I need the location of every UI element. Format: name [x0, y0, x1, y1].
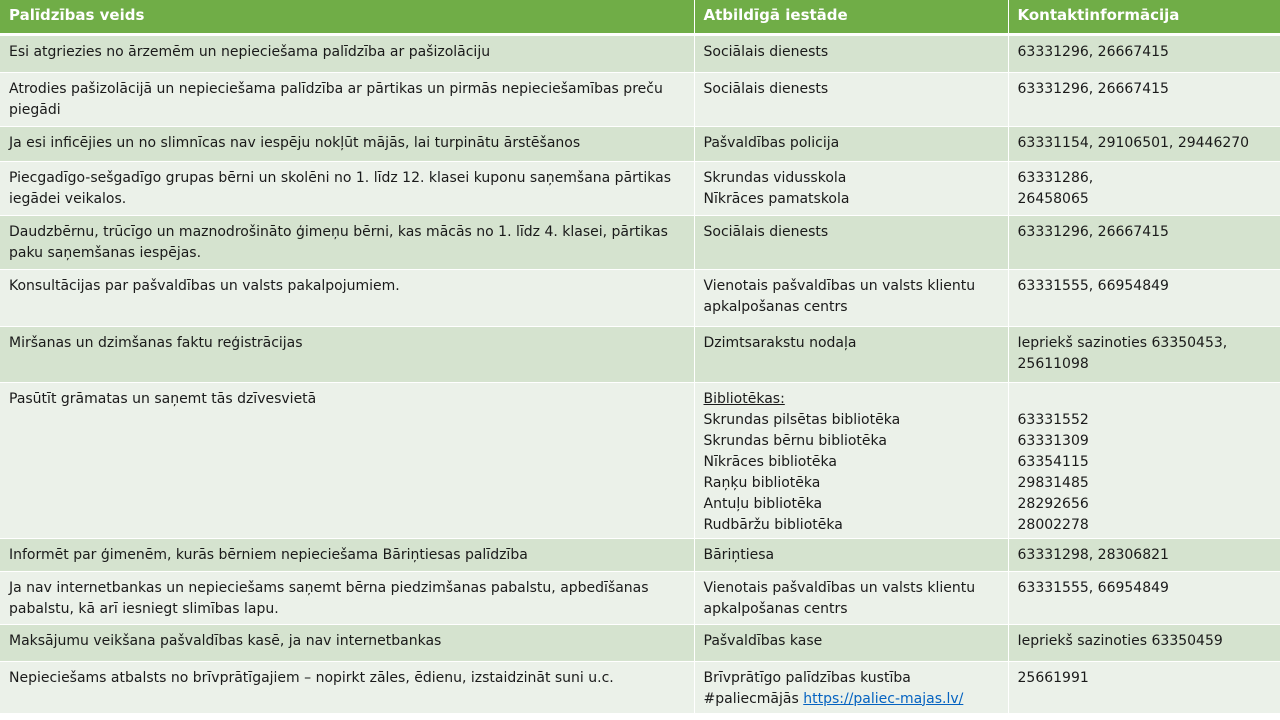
- help-type-cell: Pasūtīt grāmatas un saņemt tās dzīvesvietā: [0, 382, 694, 538]
- org-cell: Vienotais pašvaldības un valsts klientu apkalpošanas centrs: [694, 571, 1008, 624]
- table-row: [0, 624, 1280, 661]
- help-type-cell: Ja nav internetbankas un nepieciešams saņemt bērna piedzimšanas pabalstu, apbedīšanas pabalstu, kā arī iesniegt slimības lapu.: [0, 571, 694, 624]
- help-type-cell: Ja esi inficējies un no slimnīcas nav iespēju nokļūt mājās, lai turpinātu ārstēšanos: [0, 126, 694, 161]
- help-type-cell: Atrodies pašizolācijā un nepieciešama palīdzība ar pārtikas un pirmās nepieciešamības preču piegādi: [0, 72, 694, 126]
- org-cell: Pašvaldības kase: [694, 624, 1008, 661]
- contact-cell: 63331154, 29106501, 29446270: [1008, 126, 1280, 161]
- contact-cell: 63331552 63331309 63354115 29831485 28292656 28002278: [1008, 382, 1280, 538]
- contact-cell: 63331555, 66954849: [1008, 269, 1280, 326]
- help-type-cell: Esi atgriezies no ārzemēm un nepieciešama palīdzība ar pašizolāciju: [0, 34, 694, 72]
- table-row: [0, 326, 1280, 382]
- table-row: [0, 126, 1280, 161]
- org-cell: Bibliotēkas: Skrundas pilsētas bibliotēka Skrundas bērnu bibliotēka Nīkrāces bibliotēka Raņķu bibliotēka Antuļu bibliotēka Rudbāržu bibliotēka: [694, 382, 1008, 538]
- table-row: [0, 215, 1280, 269]
- help-type-cell: Informēt par ģimenēm, kurās bērniem nepieciešama Bāriņtiesas palīdzība: [0, 538, 694, 571]
- table-row: [0, 269, 1280, 326]
- help-type-cell: Nepieciešams atbalsts no brīvprātīgajiem – nopirkt zāles, ēdienu, izstaidzināt suni u.c.: [0, 661, 694, 713]
- table-row: [0, 571, 1280, 624]
- contact-cell: 25661991: [1008, 661, 1280, 713]
- org-cell: Dzimtsarakstu nodaļa: [694, 326, 1008, 382]
- header-responsible-org: Atbildīgā iestāde: [694, 0, 1008, 34]
- help-type-cell: Piecgadīgo-sešgadīgo grupas bērni un skolēni no 1. līdz 12. klasei kuponu saņemšana pārtikas iegādei veikalos.: [0, 161, 694, 215]
- contact-cell: 63331555, 66954849: [1008, 571, 1280, 624]
- table-row: [0, 34, 1280, 72]
- hashtag: #paliecmājās: [703, 690, 799, 707]
- org-cell: Bāriņtiesa: [694, 538, 1008, 571]
- contact-cell: Iepriekš sazinoties 63350459: [1008, 624, 1280, 661]
- volunteer-site-link[interactable]: https://paliec-majas.lv/: [803, 690, 964, 707]
- org-cell: Sociālais dienests: [694, 34, 1008, 72]
- contact-cell: 63331296, 26667415: [1008, 215, 1280, 269]
- help-type-cell: Konsultācijas par pašvaldības un valsts pakalpojumiem.: [0, 269, 694, 326]
- contact-cell: 63331286, 26458065: [1008, 161, 1280, 215]
- libraries-heading: Bibliotēkas:: [703, 390, 785, 407]
- table-row: [0, 382, 1280, 538]
- org-cell: Pašvaldības policija: [694, 126, 1008, 161]
- contact-cell: Iepriekš sazinoties 63350453, 25611098: [1008, 326, 1280, 382]
- help-type-cell: Maksājumu veikšana pašvaldības kasē, ja nav internetbankas: [0, 624, 694, 661]
- header-row: [0, 0, 1280, 34]
- table-row: [0, 661, 1280, 713]
- help-type-cell: Daudzbērnu, trūcīgo un maznodrošināto ģimeņu bērni, kas mācās no 1. līdz 4. klasei, pārtikas paku saņemšanas iespējas.: [0, 215, 694, 269]
- org-cell: Sociālais dienests: [694, 72, 1008, 126]
- org-cell: Sociālais dienests: [694, 215, 1008, 269]
- contact-cell: 63331296, 26667415: [1008, 72, 1280, 126]
- org-cell: Brīvprātīgo palīdzības kustība #paliecmājās https://paliec-majas.lv/: [694, 661, 1008, 713]
- table-row: [0, 161, 1280, 215]
- help-type-cell: Miršanas un dzimšanas faktu reģistrācijas: [0, 326, 694, 382]
- header-contact-info: Kontaktinformācija: [1008, 0, 1280, 34]
- table-row: [0, 538, 1280, 571]
- header-help-type: Palīdzības veids: [0, 0, 694, 34]
- org-cell: Vienotais pašvaldības un valsts klientu apkalpošanas centrs: [694, 269, 1008, 326]
- contact-cell: 63331298, 28306821: [1008, 538, 1280, 571]
- org-cell: Skrundas vidusskola Nīkrāces pamatskola: [694, 161, 1008, 215]
- table-row: [0, 72, 1280, 126]
- contact-cell: 63331296, 26667415: [1008, 34, 1280, 72]
